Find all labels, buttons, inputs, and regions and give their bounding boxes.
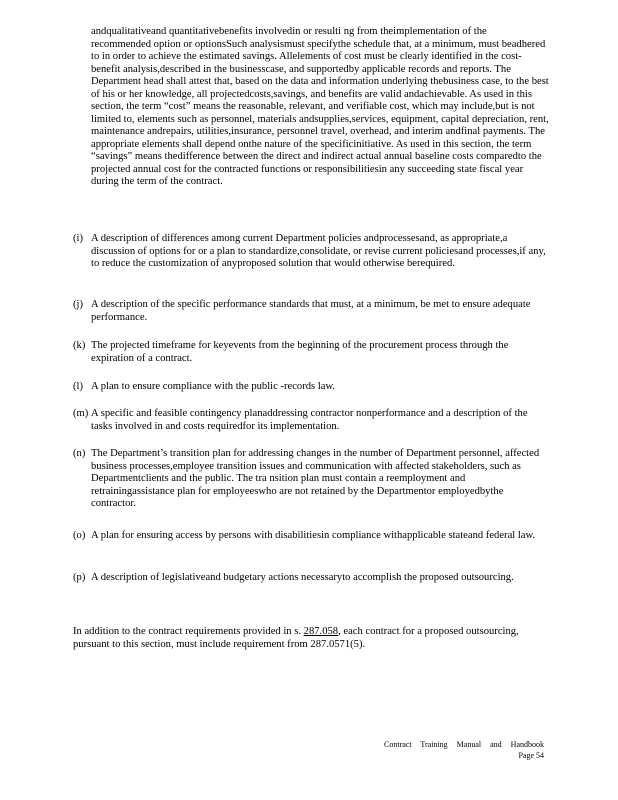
item-label: (m) xyxy=(73,408,89,419)
list-item-k xyxy=(73,340,551,365)
page-number: Page 54 xyxy=(518,751,544,760)
item-label: (p) xyxy=(73,572,86,583)
item-text: A description of differences among current Department policies andprocessesand, as appropriate,a discussion of options for or a plan to standardize,consolidate, or revise current policiesand processes,if any, to reduce the customization of anyproposed solution that would otherwise berequired. xyxy=(91,233,546,269)
item-label: (k) xyxy=(73,340,86,351)
item-text: The projected timeframe for keyevents from the beginning of the procurement process through the expiration of a contract. xyxy=(91,340,509,364)
footer-title: Contract Training Manual and Handbook xyxy=(384,740,544,749)
list-item-n xyxy=(73,448,551,511)
list-item-j xyxy=(73,299,551,324)
closing-text-after: , each contract for a proposed outsourcing, pursuant to this section, must include requirement from 287.0571(5). xyxy=(73,626,519,650)
item-text: The Department’s transition plan for addressing changes in the number of Department personnel, affected business processes,employee transition issues and communication with affected stakeholders, such as Departmentclients and the public. The tra nsition plan must contain a reemployment and retrainingassistance plan for employeeswho are not retained by the Departmentor employedbythe contractor. xyxy=(91,448,540,509)
closing-text-before: In addition to the contract requirements provided in s. xyxy=(73,626,304,637)
item-label: (o) xyxy=(73,530,86,541)
item-text: A specific and feasible contingency planaddressing contractor nonperformance and a description of the tasks involved in and costs requiredfor its implementation. xyxy=(91,408,528,432)
closing-paragraph xyxy=(73,626,543,651)
item-text: A description of legislativeand budgetary actions necessaryto accomplish the proposed outsourcing. xyxy=(91,572,514,583)
item-text: A plan for ensuring access by persons with disabilitiesin compliance withapplicable stateand federal law. xyxy=(91,530,536,541)
list-item-m xyxy=(73,408,551,433)
page-footer xyxy=(384,739,544,761)
list-item-i xyxy=(73,233,551,271)
body-paragraph: andqualitativeand quantitativebenefits involvedin or resulti ng from theimplementation of the recommended option or optionsSuch analysismust specifythe schedule that, at a minimum, must beadhered to in order to achieve the estimated savings. Allelements of cost must be clearly identified in the cost-benefit analysis,described in the businesscase, and supportedby applicable records and reports. The Department head shall attest that, based on the data and information underlying thebusiness case, to the best of his or her knowledge, all projectedcosts,savings, and benefits are valid andachievable. As used in this section, the term “cost” means the reasonable, relevant, and verifiable cost, which may include,but is not limited to, elements such as personnel, materials andsupplies,services, equipment, capital depreciation, rent, maintenance andrepairs, utilities,insurance, personnel travel, overhead, and interim andfinal payments. The appropriate elements shall depend onthe nature of the specificinitiative. As used in this section, the term “savings” means thedifference between the direct and indirect actual annual baseline costs comparedto the projected annual cost for the contracted functions or responsibilitiesin any succeeding state fiscal year during the term of the contract. xyxy=(91,26,549,187)
item-text: A plan to ensure compliance with the public -records law. xyxy=(91,381,336,392)
item-label: (n) xyxy=(73,448,86,459)
statute-link[interactable]: 287.058 xyxy=(303,626,339,637)
list-item-p xyxy=(73,572,551,585)
item-label: (l) xyxy=(73,381,83,392)
item-text: A description of the specific performance standards that must, at a minimum, be met to ensure adequate performance. xyxy=(91,299,531,323)
item-label: (j) xyxy=(73,299,83,310)
item-label: (i) xyxy=(73,233,83,244)
list-item-l xyxy=(73,381,551,394)
list-item-o xyxy=(73,530,551,543)
